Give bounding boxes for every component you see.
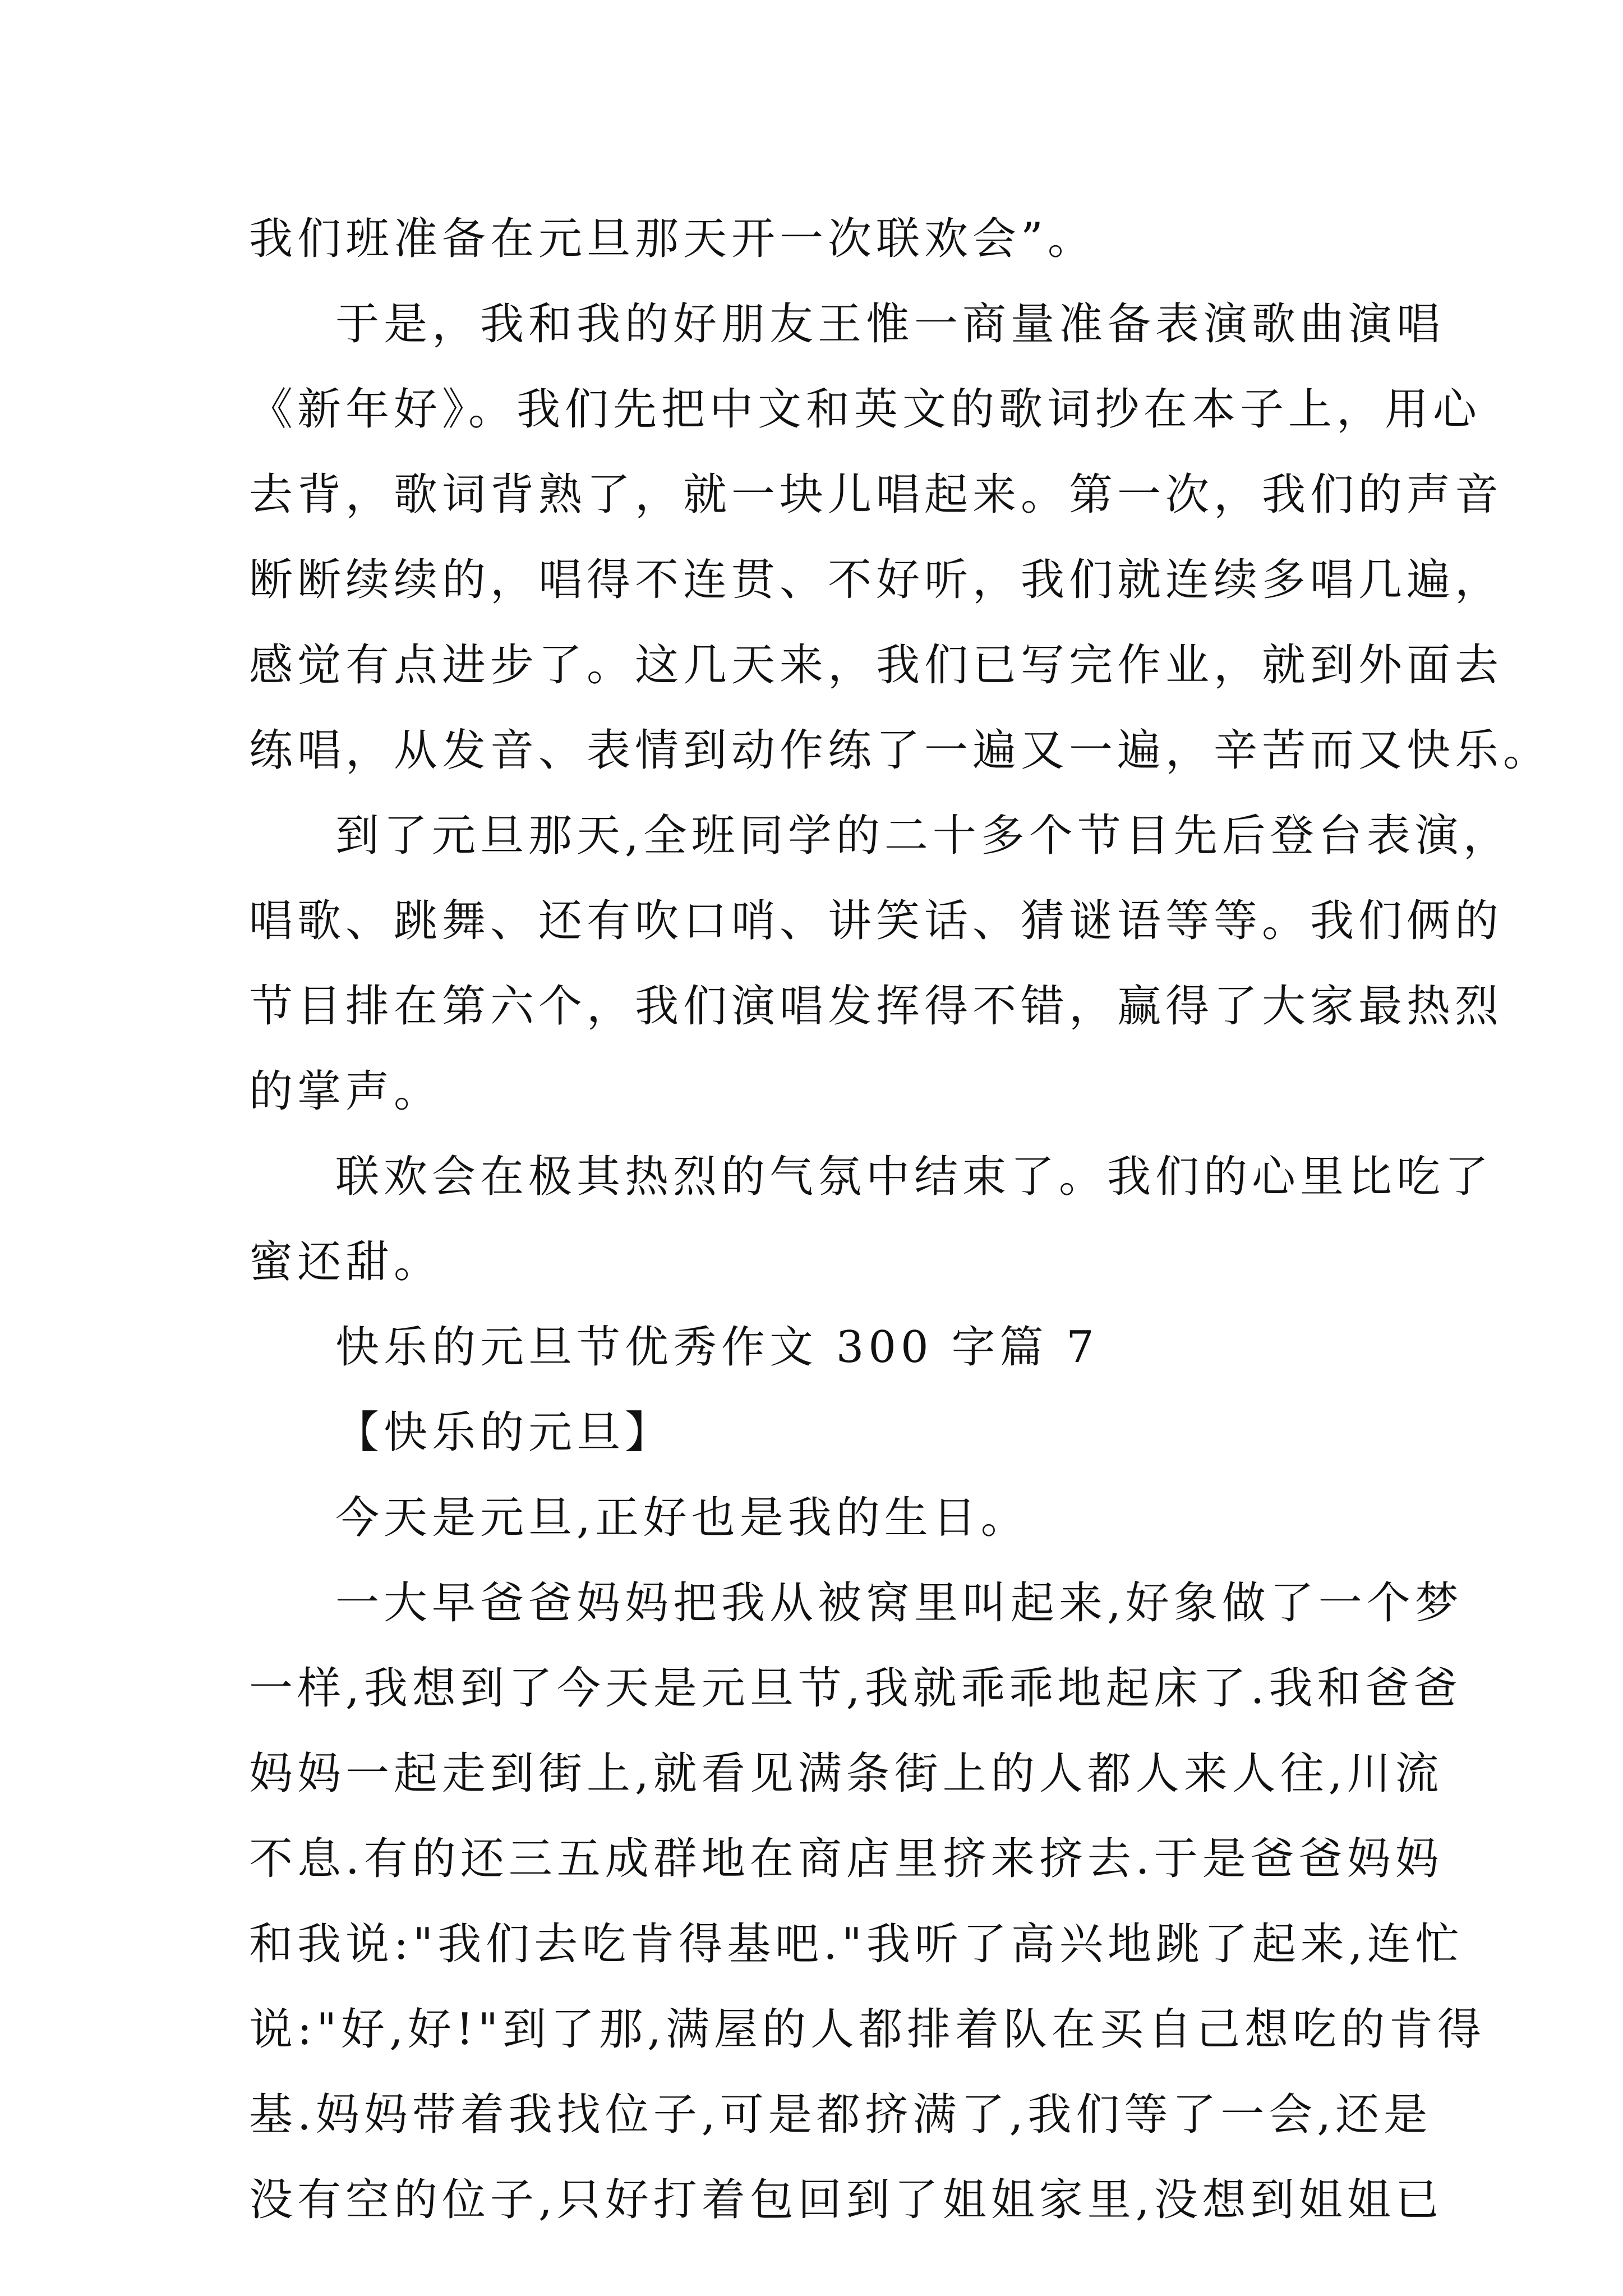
text-line: 去背，歌词背熟了，就一块儿唱起来。第一次，我们的声音 [249, 470, 1504, 520]
text-line: 《新年好》。我们先把中文和英文的歌词抄在本子上，用心 [249, 384, 1482, 435]
text-line: 没有空的位子,只好打着包回到了姐姐家里,没想到姐姐已 [249, 2175, 1444, 2225]
essay-title: 【快乐的元旦】 [335, 1407, 674, 1458]
text-line: 今天是元旦,正好也是我的生日。 [335, 1493, 1029, 1543]
text-line: 断断续续的，唱得不连贯、不好听，我们就连续多唱几遍， [249, 555, 1504, 605]
text-line: 的掌声。 [249, 1066, 442, 1117]
text-line: 到了元旦那天,全班同学的二十多个节目先后登台表演， [335, 811, 1511, 861]
text-line: 一样,我想到了今天是元旦节,我就乖乖地起床了.我和爸爸 [249, 1663, 1462, 1714]
text-line: 基.妈妈带着我找位子,可是都挤满了,我们等了一会,还是 [249, 2090, 1432, 2140]
text-line: 一大早爸爸妈妈把我从被窝里叫起来,好象做了一个梦 [335, 1578, 1463, 1628]
text-line: 练唱，从发音、表情到动作练了一遍又一遍，辛苦而又快乐。 [249, 725, 1552, 776]
text-line: 妈妈一起走到街上,就看见满条街上的人都人来人往,川流 [249, 1749, 1444, 1799]
text-line: 联欢会在极其热烈的气氛中结束了。我们的心里比吃了 [335, 1152, 1493, 1202]
text-line: 我们班准备在元旦那天开一次联欢会”。 [249, 214, 1096, 264]
text-line: 唱歌、跳舞、还有吹口哨、讲笑话、猜谜语等等。我们俩的 [249, 896, 1504, 946]
section-heading: 快乐的元旦节优秀作文 300 字篇 7 [335, 1322, 1099, 1373]
text-line: 蜜还甜。 [249, 1237, 442, 1287]
text-line: 感觉有点进步了。这几天来，我们已写完作业，就到外面去 [249, 640, 1504, 691]
text-line: 说:"好,好!"到了那,满屋的人都排着队在买自己想吃的肯得 [249, 2004, 1486, 2055]
text-line: 节目排在第六个，我们演唱发挥得不错，赢得了大家最热烈 [249, 981, 1504, 1032]
text-line: 于是，我和我的好朋友王惟一商量准备表演歌曲演唱 [335, 299, 1445, 349]
text-line: 不息.有的还三五成群地在商店里挤来挤去.于是爸爸妈妈 [249, 1834, 1444, 1884]
text-line: 和我说:"我们去吃肯得基吧."我听了高兴地跳了起来,连忙 [249, 1919, 1464, 1970]
